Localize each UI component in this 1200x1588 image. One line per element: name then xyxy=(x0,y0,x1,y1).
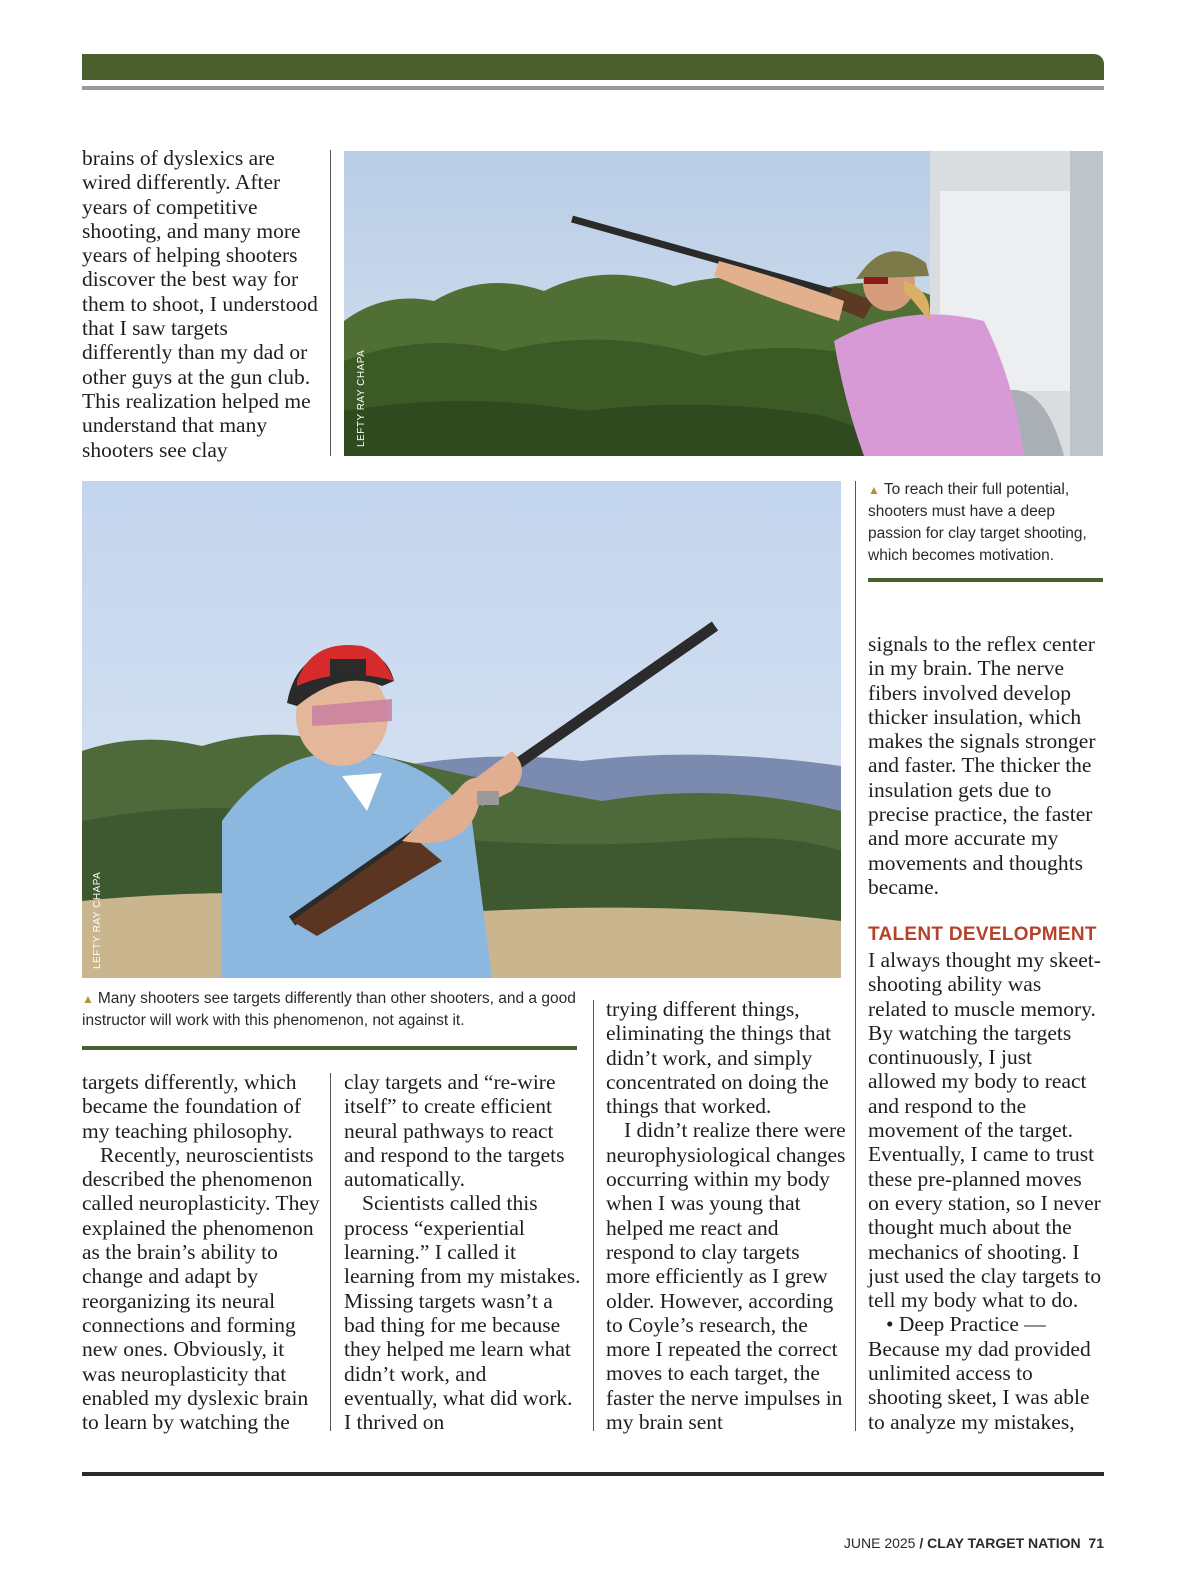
paragraph: Recently, neuroscientists described the phenomenon called neuroplasticity. They explained the phenomenon as the brain’s ability to change and adapt by reorganizing its neural connections and forming new ones. Obviously, it was neuroplasticity that enabled my dyslexic brain to learn by watching the xyxy=(82,1142,320,1435)
text-column-4-top xyxy=(868,632,1104,899)
column-divider xyxy=(330,1073,331,1431)
photo-shooter-pink-shirt xyxy=(344,151,1103,456)
caption-rule xyxy=(82,1046,577,1050)
caption-rule xyxy=(868,578,1103,582)
photo-caption xyxy=(82,988,582,1032)
photo-credit: LEFTY RAY CHAPA xyxy=(356,349,367,447)
paragraph: Scientists called this process “experiential learning.” I called it learning from my mistakes. Missing targets wasn’t a bad thing for me because they helped me learn what didn’t work, and eventually, what did work. I thrived on xyxy=(344,1191,581,1435)
text-column-4-bottom xyxy=(868,948,1104,1434)
caption-text: Many shooters see targets differently than other shooters, and a good instructor will work with this phenomenon, not against it. xyxy=(82,990,576,1029)
photo-shooter-blue-shirt xyxy=(82,481,841,978)
paragraph: targets differently, which became the foundation of my teaching philosophy. xyxy=(82,1070,302,1143)
text-column-1 xyxy=(82,1070,320,1434)
issue-date: JUNE 2025 xyxy=(843,1535,916,1551)
text-column-3 xyxy=(606,997,846,1434)
paragraph: I always thought my skeet-shooting ability was related to muscle memory. By watching the targets continuously, I just allowed my body to react and respond to the movement of the target. Eventually, I came to trust these pre-planned moves on every station, so I never thought much about the mechanics of shooting. I just used the clay targets to tell my body what to do. xyxy=(868,948,1102,1313)
page-footer xyxy=(844,1535,1104,1551)
paragraph: I didn’t realize there were neurophysiological changes occurring within my body when I was young that helped me react and respond to clay targets more efficiently as I grew older. However, according to Coyle’s research, the more I repeated the correct moves to each target, the faster the nerve impulses in my brain sent xyxy=(606,1118,846,1435)
footer-rule xyxy=(82,1472,1104,1476)
caption-triangle-icon: ▲ xyxy=(82,992,94,1006)
text-column-2 xyxy=(344,1070,582,1434)
column-divider xyxy=(593,1000,594,1431)
paragraph: trying different things, eliminating the things that didn’t work, and simply concentrated on doing the things that worked. xyxy=(606,997,832,1119)
page-number: 71 xyxy=(1088,1535,1104,1551)
paragraph: signals to the reflex center in my brain. The nerve fibers involved develop thicker insulation, which makes the signals stronger and faster. The thicker the insulation gets due to precise practice, the faster and more accurate my movements and thoughts became. xyxy=(868,632,1096,899)
paragraph: • Deep Practice — Because my dad provided unlimited access to shooting skeet, I was able to analyze my mistakes, xyxy=(868,1312,1091,1434)
footer-separator: / xyxy=(919,1535,924,1551)
photo-credit: LEFTY RAY CHAPA xyxy=(92,871,103,969)
magazine-name: CLAY TARGET NATION xyxy=(927,1535,1081,1551)
header-bar xyxy=(82,54,1104,80)
section-heading: TALENT DEVELOPMENT xyxy=(868,924,1097,945)
caption-triangle-icon: ▲ xyxy=(868,483,880,497)
paragraph: brains of dyslexics are wired differently. After years of competitive shooting, and many more years of helping shooters discover the best way for them to shoot, I understood that I saw targets differently than my dad or other guys at the gun club. This realization helped me understand that many shooters see clay xyxy=(82,146,318,462)
photo-caption xyxy=(868,479,1106,567)
column-divider xyxy=(330,150,331,456)
column-divider xyxy=(855,481,856,1431)
caption-text: To reach their full potential, shooters must have a deep passion for clay target shooting, which becomes motivation. xyxy=(868,481,1087,564)
text-column-top-left xyxy=(82,146,318,462)
header-rule xyxy=(82,86,1104,90)
paragraph: clay targets and “re-wire itself” to create efficient neural pathways to react and respond to the targets automatically. xyxy=(344,1070,565,1192)
